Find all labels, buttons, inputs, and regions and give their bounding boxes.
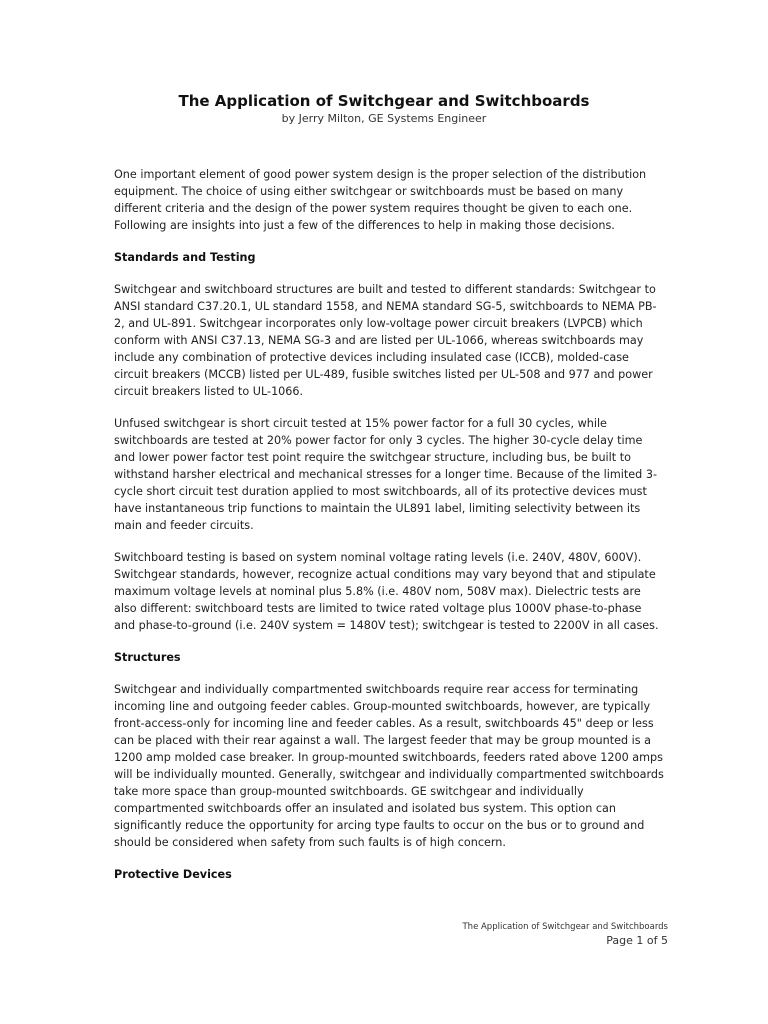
paragraph: Unfused switchgear is short circuit tested at 15% power factor for a full 30 cycles, while switchboards are tested at 20% power factor for only 3 cycles. The higher 30-cycle delay time and lower power factor test point require the switchgear structure, including bus, be built to withstand harsher electrical and mechanical stresses for a longer time. Because of the limited 3-cycle short circuit test duration applied to most switchboards, all of its protective devices must have instantaneous trip functions to maintain the UL891 label, limiting selectivity between its main and feeder circuits. [114, 417, 657, 532]
document-title: The Application of Switchgear and Switchboards [178, 92, 590, 110]
paragraph: Switchgear and individually compartmented switchboards require rear access for terminating incoming line and outgoing feeder cables. Group-mounted switchboards, however, are typically front-access-only for incoming line and feeder cables. As a result, switchboards 45" deep or less can be placed with their rear against a wall. The largest feeder that may be group mounted is a 1200 amp molded case breaker. In group-mounted switchboards, feeders rated above 1200 amps will be individually mounted. Generally, switchgear and individually compartmented switchboards take more space than group-mounted switchboards. GE switchgear and individually compartmented switchboards offer an insulated and isolated bus system. This option can significantly reduce the opportunity for arcing type faults to occur on the bus or to ground and should be considered when safety from such faults is of high concern. [114, 683, 664, 849]
section-heading-structures: Structures [114, 651, 181, 664]
section-heading-standards: Standards and Testing [114, 251, 256, 264]
document-byline: by Jerry Milton, GE Systems Engineer [281, 112, 487, 125]
intro-paragraph: One important element of good power system design is the proper selection of the distribution equipment. The choice of using either switchgear or switchboards must be based on many different criteria and the design of the power system requires thought be given to each one. Following are insights into just a few of the differences to help in making those decisions. [114, 168, 647, 232]
footer-page-number: Page 1 of 5 [606, 934, 668, 947]
paragraph: Switchboard testing is based on system nominal voltage rating levels (i.e. 240V, 480V, 600V). Switchgear standards, however, recognize actual conditions may vary beyond that and stipulate maximum voltage levels at nominal plus 5.8% (i.e. 480V nom, 508V max). Dielectric tests are also different: switchboard tests are limited to twice rated voltage plus 1000V phase-to-phase and phase-to-ground (i.e. 240V system = 1480V test); switchgear is tested to 2200V in all cases. [114, 551, 659, 632]
document-body [114, 166, 664, 898]
footer-title: The Application of Switchgear and Switchboards [462, 922, 668, 932]
paragraph: Switchgear and switchboard structures are built and tested to different standards: Switchgear to ANSI standard C37.20.1, UL standard 1558, and NEMA standard SG-5, switchboards to NEMA PB-2, and UL-891. Switchgear incorporates only low-voltage power circuit breakers (LVPCB) which conform with ANSI C37.13, NEMA SG-3 and are listed per UL-1066, whereas switchboards may include any combination of protective devices including insulated case (ICCB), molded-case circuit breakers (MCCB) listed per UL-489, fusible switches listed per UL-508 and 977 and power circuit breakers listed to UL-1066. [114, 283, 657, 398]
section-heading-protective-devices: Protective Devices [114, 868, 232, 881]
